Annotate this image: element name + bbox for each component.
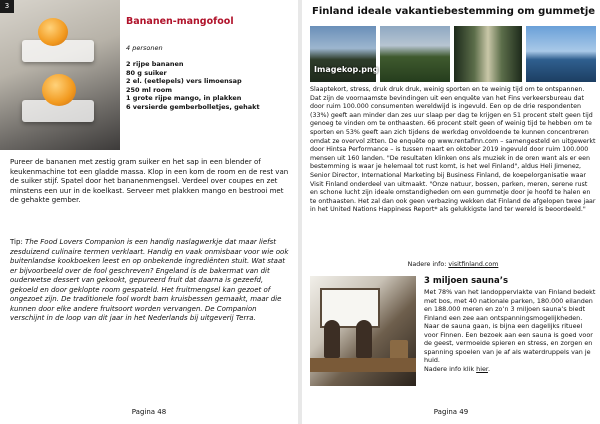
left-page: [0, 0, 298, 424]
image-watermark: Imagekop.png: [314, 65, 379, 74]
mango-garnish-bottom: [42, 74, 76, 106]
dessert-photo: [0, 0, 120, 150]
ingredient-item: 250 ml room: [126, 85, 173, 94]
sauna-more-prefix: Nadere info klik: [424, 364, 477, 373]
person-figure: [356, 320, 372, 358]
tip-label: Tip:: [10, 238, 23, 246]
landscape-photo-strip: [310, 26, 596, 82]
person-figure: [324, 320, 340, 358]
tip-text: The Food Lovers Companion is een handig naslagwerkje dat maar liefst zesduizend culinaire termen verklaart. Handig en vaak onmisbaar voor wie ook buitenlandse kookboeken leest en op onbekende ingrediënten stuit. Wat staat er bijvoorbeeld over de fool geschreven? Engeland is de bakermat van dit ouderwetse dessert van gekookt, gepureerd fruit dat daarna is gezeefd, gekoeld en door geklopte room gespateld. Het fruitmengsel kan gezoet of ongezoet zijn. De traditionele fool wordt bam kruisbessen gemaakt, maar die kunnen door elke andere fruitsoort worden vervangen. De Companion verschijnt in de loop van dit jaar in het Nederlands bij uitgeverij Terra.: [10, 238, 289, 322]
mango-garnish-top: [38, 18, 68, 46]
coast-photo: [526, 26, 596, 82]
recipe-servings: 4 personen: [126, 44, 163, 52]
sauna-heading: 3 miljoen sauna’s: [424, 276, 509, 286]
meadow-photo: [380, 26, 450, 82]
tip-paragraph: [10, 238, 292, 324]
sauna-photo: [310, 276, 416, 386]
sauna-bucket: [390, 340, 408, 360]
article-title: Finland ideale vakantiebestemming om gummetje: [312, 6, 596, 17]
page-number-left: Pagina 48: [131, 408, 167, 416]
visitfinland-link[interactable]: visitfinland.com: [448, 261, 499, 268]
sauna-paragraph: [424, 288, 596, 373]
sauna-bench: [310, 358, 416, 372]
page-number-right: Pagina 49: [433, 408, 469, 416]
more-info-prefix: Nadere info:: [407, 261, 449, 268]
right-page: [302, 0, 600, 424]
ingredient-item: 6 versierde gemberbolletjes, gehakt: [126, 102, 260, 111]
sauna-body: Met 78% van het landoppervlakte van Finland bedekt met bos, met 40 nationale parken, 180.000 eilanden en 188.000 meren en zo’n 3 miljoen sauna’s biedt Finland een zee aan ontspanningsmogelijkheden. Naar de sauna gaan, is bijna een dagelijks ritueel voor Finnen. Een bezoek aan een sauna is goed voor de geest, vermoeide spieren en stress, en zorgen en spanning spoelen van je af als waterdruppels van je huid.: [424, 288, 596, 364]
more-info-line: [310, 261, 596, 268]
ingredient-item: 80 g suiker: [126, 68, 167, 77]
ingredient-item: 2 rijpe bananen: [126, 60, 184, 68]
sauna-more-suffix: .: [487, 364, 490, 373]
ingredient-item: 1 grote rijpe mango, in plakken: [126, 94, 242, 103]
forest-photo: [454, 26, 522, 82]
page-tag: 3: [0, 0, 14, 13]
ingredient-list: [126, 60, 260, 112]
article-body: Slaaptekort, stress, druk druk druk, weinig sporten en te weinig tijd om te ontspannen. Dat zijn de voornaamste bevindingen uit een enquête van het Fins verkeersbureau dat door ruim 100.000 consumenten wereldwijd is ingevuld. Een op de drie respondenten (33%) geeft aan minder dan zes uur slaap per dag te krijgen en 51 procent stelt geen tijd genoeg te vinden om te onthaasten. 66 procent stelt geen of weinig tijd te hebben om te sporten en 53% geeft aan zich tijdens de werkdag onvoldoende te kunnen concentreren omdat ze overvol zitten. De enquête op www.rentafinn.com – samengesteld en uitgewerkt door Hintsa Performance – is tussen maart en oktober 2019 ingevuld door ruim 100.000 mensen uit 160 landen. "De resultaten klinken ons als muziek in de oren want als er een bestemming is waar je helemaal tot rust komt, is het wel Finland", aldus Heli Jimenez, Senior Director, International Marketing bij Business Finland, de koepelorganisatie waar Visit Finland onderdeel van uitmaakt. "Onze natuur, bossen, parken, meren, serene rust en schone lucht zijn ideale omstandigheden om een gummetje door je hoofd te halen en te onthaasten. Het zal dan ook geen verbazing wekken dat Finland de afgelopen twee jaar in het United Nations Happiness Report* als gelukkigste land ter wereld is beoordeeld.": [310, 86, 596, 214]
recipe-title: Bananen-mangofool: [126, 16, 234, 27]
ingredient-item: 2 el. (eetlepels) vers limoensap: [126, 77, 242, 86]
recipe-instructions: Pureer de bananen met zestig gram suiker en het sap in een blender of keukenmachine tot een gladde massa. Klop in een kom de room en de rest van de suiker stijf. Spatel door het bananenmengsel. Verdeel over coupes en zet minstens een uur in de koelkast. Serveer met plakken mango en bestrooi met de gehakte gember.: [10, 158, 289, 205]
sauna-more-link[interactable]: hier: [476, 364, 488, 373]
